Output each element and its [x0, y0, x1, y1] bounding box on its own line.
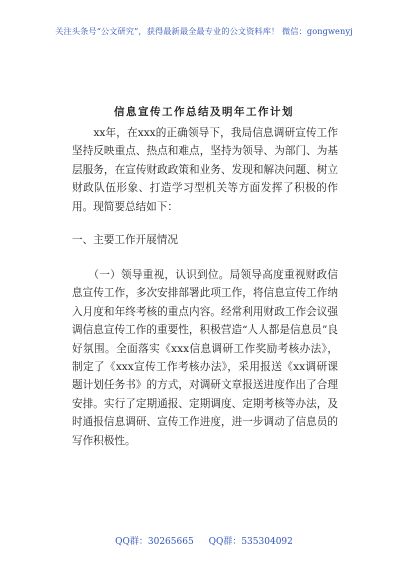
section-paragraph: （一）领导重视，认识到位。局领导高度重视财政信息宣传工作，多次安排部署此项工作，将信息宣传工作纳入月度和年终考核的重点内容。经常利用财政工作会议强调信息宣传工作的重要性，积极营造“人人都是信息员”良好氛围。全面落实《xxx信息调研工作奖励考核办法》，制定了《xxx宣传工作考核办法》，采用报送《xx调研课题计划任务书》的方式，对调研文章报送进度作出了合理安排。实行了定期通报、定期调度、定期考核等办法，及时通报信息调研、宣传工作进度，进一步调动了信息员的写作积极性。	[72, 269, 338, 447]
section-heading: 一、主要工作开展情况	[72, 234, 178, 246]
qq-group-1: QQ群：30265665	[115, 537, 194, 547]
document-title: 信息宣传工作总结及明年工作计划	[114, 106, 294, 118]
qq-group-2: QQ群：535304092	[208, 537, 293, 547]
intro-paragraph: xx年，在xxx的正确领导下，我局信息调研宣传工作坚持反映重点、热点和难点，坚持为领导、为部门、为基层服务，在宣传财政政策和业务、发现和解决问题、树立财政队伍形象、打造学习型机关等方面发挥了积极的作用。现简要总结如下：	[72, 127, 338, 213]
footer-qq-groups	[0, 534, 408, 547]
header-notice: 关注头条号“公文研究”，获得最新最全最专业的公文资料库！ 微信：gongwenyj	[55, 26, 353, 36]
